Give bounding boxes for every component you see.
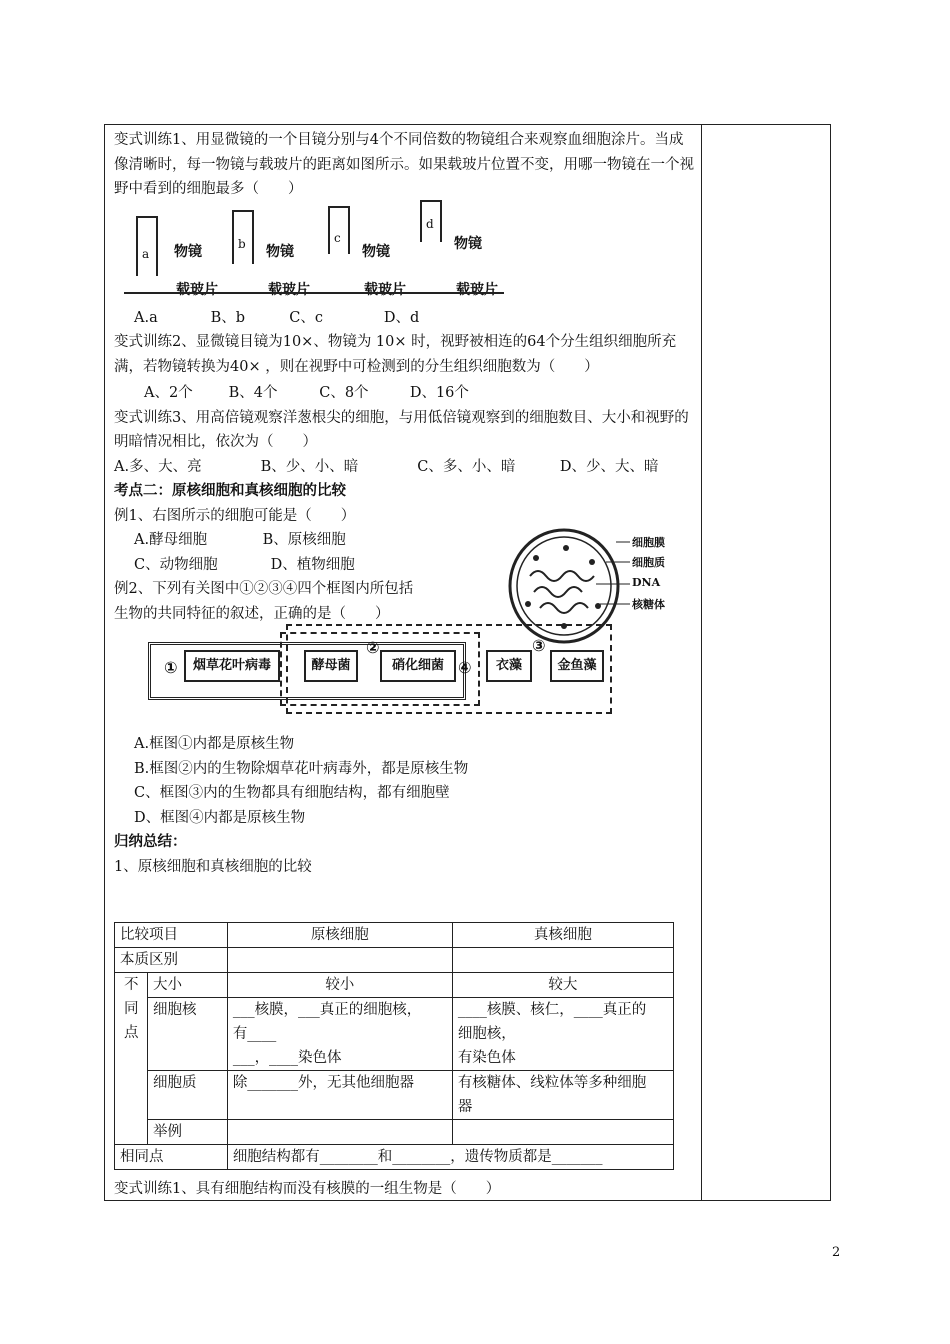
option: A、2个 (144, 385, 193, 401)
box-number: ④ (458, 658, 472, 677)
example-2-text-line1: 例2、下列有关图中①②③④四个框图内所包括 (114, 581, 414, 597)
size-eukaryote: 较大 (452, 973, 673, 998)
yeast-box (304, 650, 358, 682)
cytoplasm-eukaryote-line: 器 (457, 1099, 473, 1115)
header-prokaryote: 原核细胞 (227, 923, 452, 948)
option: B、少、小、暗 (260, 458, 359, 475)
cell-diagram (506, 526, 686, 646)
slide-label: 载玻片 (364, 281, 406, 298)
nucleus-eukaryote-line: 细胞核， (457, 1026, 516, 1042)
box-number: ③ (532, 636, 546, 655)
row-nucleus: 细胞核 (148, 998, 228, 1071)
option: C、8个 (319, 385, 369, 401)
row-size: 大小 (148, 973, 228, 998)
nucleus-prokaryote-line: ___，____染色体 (232, 1050, 342, 1066)
option: D、16个 (409, 385, 469, 401)
tmv-label: 烟草花叶病毒 (192, 658, 271, 673)
exercise-1-text: 变式训练1、用显微镜的一个目镜分别与4个不同倍数的物镜组合来观察血细胞涂片。当成像清晰时，每一物镜与载玻片的距离如图所示。如果载玻片位置不变，用哪一物镜在一个视野中看到的细胞最多（ ） (114, 132, 694, 197)
cytoplasm-prokaryote: 除_______外，无其他细胞器 (227, 1071, 452, 1120)
cell-empty (452, 1120, 673, 1145)
slide-label: 载玻片 (456, 281, 498, 298)
option: C、多、小、暗 (417, 458, 516, 475)
nucleus-eukaryote (452, 998, 673, 1071)
cell-empty (452, 948, 673, 973)
nucleus-prokaryote-line: 有____ (232, 1026, 277, 1042)
alga-box (550, 650, 604, 682)
column-divider (701, 124, 702, 1201)
size-prokaryote: 较小 (227, 973, 452, 998)
summary-subtitle: 1、原核细胞和真核细胞的比较 (114, 858, 312, 875)
nitro-box (380, 650, 456, 682)
row-difference-label: 不同点 (124, 977, 139, 1041)
content-column (114, 128, 694, 879)
nucleus-eukaryote-line: ____核膜、核仁，____真正的 (457, 1002, 647, 1018)
box-number: ① (164, 658, 178, 677)
objective-letter: c (334, 230, 341, 245)
objective-label: 物镜 (266, 243, 294, 260)
row-example: 举例 (148, 1120, 228, 1145)
yeast-label: 酵母菌 (311, 658, 351, 673)
lichen-label: 衣藻 (495, 658, 522, 673)
option: D、少、大、暗 (559, 458, 659, 475)
header-eukaryote: 真核细胞 (452, 923, 673, 948)
summary-title: 归纳总结： (114, 834, 187, 850)
objective-letter: d (426, 216, 434, 231)
cell-label-membrane: 细胞膜 (632, 536, 665, 549)
option: C、动物细胞 (134, 556, 218, 573)
exercise-2-options (114, 381, 694, 406)
nucleus-eukaryote-line: 有染色体 (457, 1050, 516, 1066)
tmv-box (184, 650, 280, 682)
row-same: 相同点 (115, 1145, 228, 1170)
option: A.多、大、亮 (114, 458, 202, 475)
cytoplasm-eukaryote (452, 1071, 673, 1120)
cell-label-ribosome: 核糖体 (632, 598, 665, 611)
objective-label: 物镜 (174, 243, 202, 260)
exercise-1-options (114, 306, 694, 331)
cell-label-dna: DNA (632, 576, 661, 589)
example-2-text-line2: 生物的共同特征的叙述，正确的是（ ） (114, 605, 390, 622)
option: D、d (383, 309, 420, 326)
cytoplasm-eukaryote-line: 有核糖体、线粒体等多种细胞 (457, 1075, 647, 1091)
section-2-title: 考点二：原核细胞和真核细胞的比较 (114, 483, 346, 499)
cell-label-cytoplasm: 细胞质 (632, 556, 665, 569)
option: B、原核细胞 (262, 532, 346, 548)
example-2-option-b: B.框图②内的生物除烟草花叶病毒外，都是原核生物 (134, 760, 469, 777)
exercise-3-text: 变式训练3、用高倍镜观察洋葱根尖的细胞，与用低倍镜观察到的细胞数目、大小和视野的明暗情况相比，依次为（ ） (114, 409, 689, 450)
nitro-label: 硝化细菌 (391, 658, 444, 673)
option: B、b (210, 309, 246, 326)
last-exercise: 变式训练1、具有细胞结构而没有核膜的一组生物是（ ） (114, 1181, 501, 1197)
slide-label: 载玻片 (268, 281, 310, 298)
example-1-text: 例1、右图所示的细胞可能是（ ） (114, 507, 356, 524)
box-number: ② (366, 638, 380, 657)
cell-empty (227, 1120, 452, 1145)
nucleus-prokaryote-line: ___核膜，___真正的细胞核， (232, 1002, 422, 1018)
comparison-table (114, 922, 674, 1170)
page-number: 2 (832, 1245, 841, 1260)
header-item: 比较项目 (115, 923, 228, 948)
nucleus-prokaryote (227, 998, 452, 1071)
row-cytoplasm: 细胞质 (148, 1071, 228, 1120)
objective-letter: a (142, 246, 150, 261)
objective-figure (114, 202, 694, 306)
row-essence: 本质区别 (115, 948, 228, 973)
exercise-3-options (114, 455, 694, 480)
alga-label: 金鱼藻 (557, 658, 597, 673)
slide-line (124, 292, 504, 294)
option: A.酵母细胞 (134, 532, 208, 548)
same-content: 细胞结构都有________和________，遗传物质都是_______ (227, 1145, 673, 1170)
row-difference (115, 973, 148, 1145)
example-2-option-d: D、框图④内都是原核生物 (134, 809, 306, 826)
option: C、c (289, 309, 323, 326)
objective-label: 物镜 (454, 235, 482, 252)
exercise-2-text: 变式训练2、显微镜目镜为10×、物镜为 10× 时，视野被相连的64个分生组织细胞所充满，若物镜转换为40× ，则在视野中可检测到的分生组织细胞数为（ ） (114, 334, 677, 375)
objective-letter: b (238, 236, 246, 251)
option: B、4个 (228, 385, 278, 401)
example-2-option-c: C、框图③内的生物都具有细胞结构，都有细胞壁 (134, 785, 450, 801)
slide-label: 载玻片 (176, 281, 218, 298)
example-2-option-a: A.框图①内都是原核生物 (134, 736, 295, 752)
objective-label: 物镜 (362, 243, 390, 260)
cell-empty (227, 948, 452, 973)
option: A.a (134, 309, 158, 326)
lichen-box (486, 650, 532, 682)
option: D、植物细胞 (270, 556, 355, 573)
